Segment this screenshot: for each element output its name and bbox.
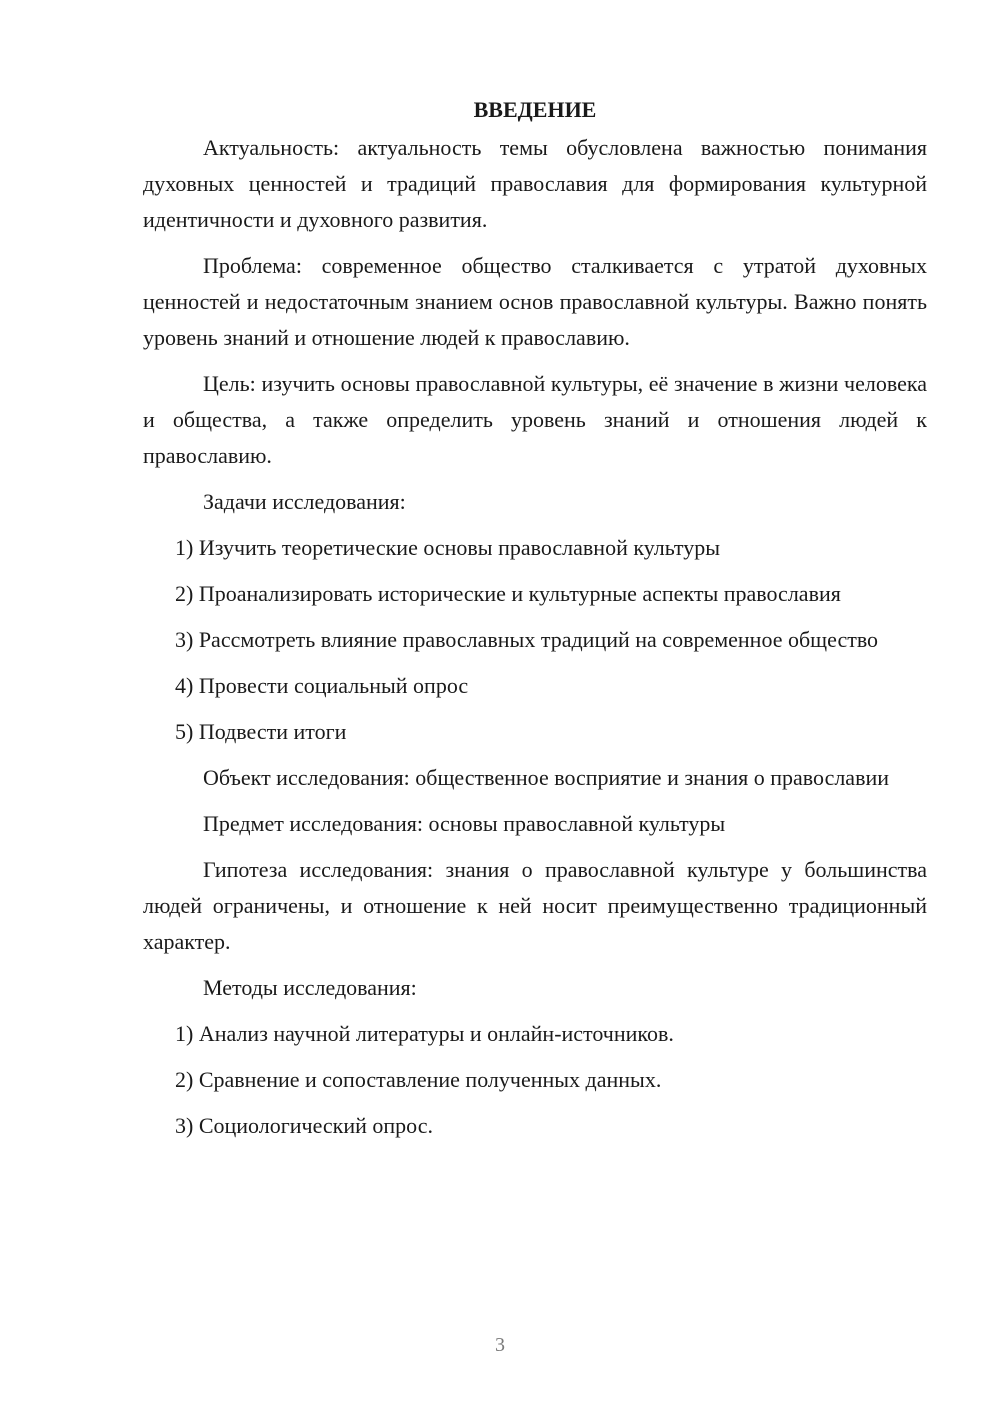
subject-paragraph: Предмет исследования: основы православной культуры (203, 811, 726, 836)
tasks-title: Задачи исследования: (203, 489, 406, 514)
method-item-2: 2) Сравнение и сопоставление полученных данных. (175, 1067, 662, 1092)
page-content (143, 92, 927, 1154)
task-item-2: 2) Проанализировать исторические и культурные аспекты православия (175, 581, 841, 606)
task-item-1: 1) Изучить теоретические основы православной культуры (175, 535, 721, 560)
relevance-paragraph: Актуальность: актуальность темы обусловлена важностью понимания духовных ценностей и традиций православия для формирования культурной идентичности и духовного развития. (143, 135, 927, 232)
page-number: 3 (495, 1334, 505, 1356)
task-item-5: 5) Подвести итоги (175, 719, 347, 744)
object-paragraph: Объект исследования: общественное восприятие и знания о православии (203, 765, 890, 790)
task-item-4: 4) Провести социальный опрос (175, 673, 469, 698)
methods-title: Методы исследования: (203, 975, 417, 1000)
goal-paragraph: Цель: изучить основы православной культуры, её значение в жизни человека и общества, а также определить уровень знаний и отношения людей к православию. (143, 371, 927, 468)
hypothesis-paragraph: Гипотеза исследования: знания о православной культуре у большинства людей ограничены, и отношение к ней носит преимущественно традиционный характер. (143, 857, 927, 954)
problem-paragraph: Проблема: современное общество сталкивается с утратой духовных ценностей и недостаточным знанием основ православной культуры. Важно понять уровень знаний и отношение людей к православию. (143, 253, 927, 350)
section-heading: ВВЕДЕНИЕ (473, 97, 597, 122)
method-item-3: 3) Социологический опрос. (175, 1113, 433, 1138)
task-item-3: 3) Рассмотреть влияние православных традиций на современное общество (175, 627, 879, 652)
method-item-1: 1) Анализ научной литературы и онлайн-источников. (175, 1021, 674, 1046)
